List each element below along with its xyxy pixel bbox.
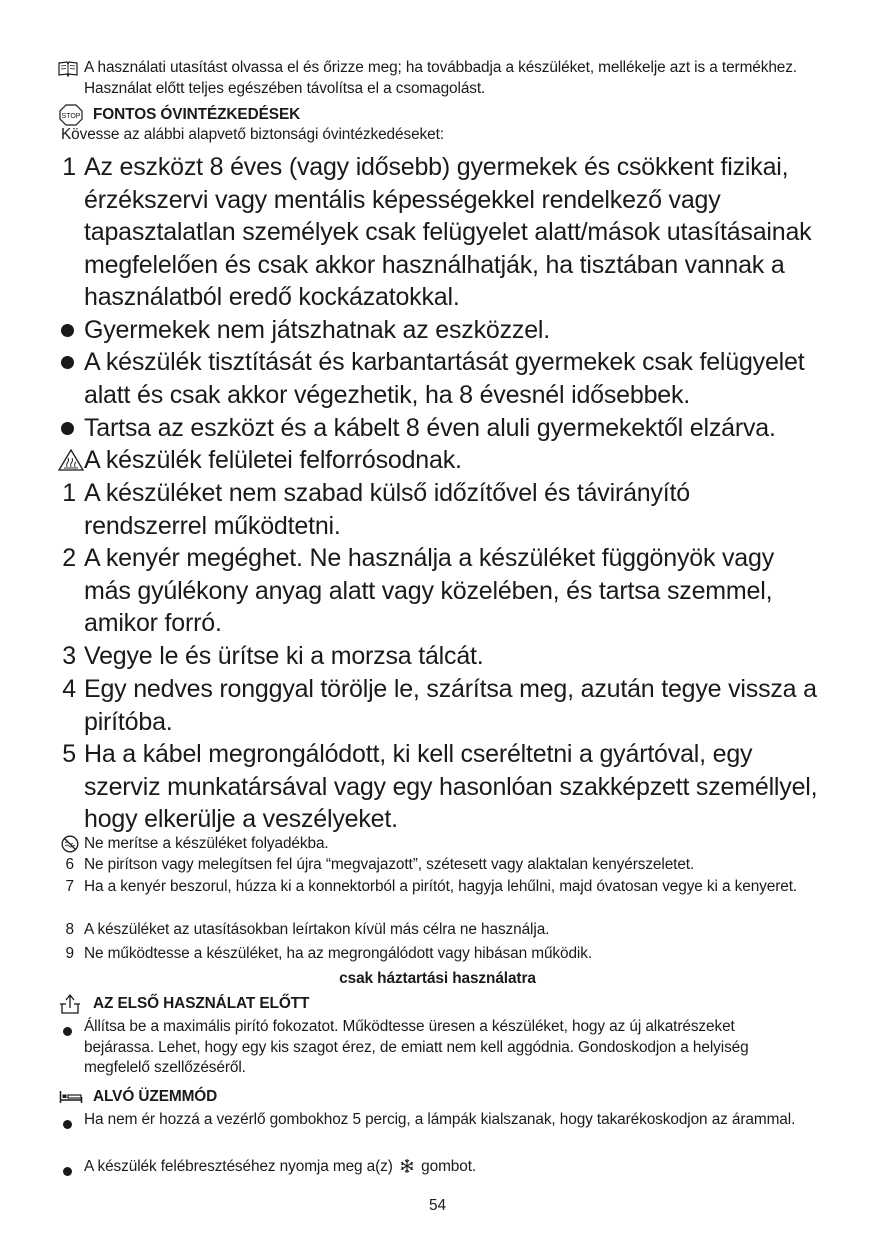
sleep-mode-text: Ha nem ér hozzá a vezérlő gombokhoz 5 percig, a lámpák kialszanak, hogy takarékoskodjon az árammal. xyxy=(84,1111,796,1128)
item-number: 6 xyxy=(65,856,74,873)
snowflake-icon xyxy=(399,1158,415,1174)
bullet-icon xyxy=(61,324,74,342)
hot-surface-warning-icon xyxy=(58,449,84,471)
item-text: Ha a kábel megrongálódott, ki kell cseréltetni a gyártóval, egy szerviz munkatársával vagy egy hasonlóan szakképzett személlyel, hogy elkerülje a veszélyeket. xyxy=(84,740,818,833)
item-text: Egy nedves ronggyal törölje le, szárítsa meg, azután tegye vissza a pirítóba. xyxy=(84,675,817,736)
bullet-icon xyxy=(63,1023,72,1041)
item-number: 1 xyxy=(62,153,76,181)
wake-instruction-after: gombot. xyxy=(421,1158,477,1175)
item-number: 3 xyxy=(62,642,76,670)
item-text: Tartsa az eszközt és a kábelt 8 éven aluli gyermekektől elzárva. xyxy=(84,414,776,442)
read-instructions-text: A használati utasítást olvassa el és őrizze meg; ha továbbadja a készüléket, mellékelje azt is a termékhez. Használat előtt teljes egészében távolítsa el a csomagolást. xyxy=(84,59,798,97)
svg-text:STOP: STOP xyxy=(61,113,81,120)
first-use-heading: AZ ELSŐ HASZNÁLAT ELŐTT xyxy=(93,995,310,1012)
sleep-mode-heading: ALVÓ ÜZEMMÓD xyxy=(93,1088,218,1105)
item-text: A készüléket nem szabad külső időzítővel és távirányító rendszerrel működtetni. xyxy=(84,479,690,540)
safety-heading: FONTOS ÓVINTÉZKEDÉSEK xyxy=(93,106,301,123)
item-number: 2 xyxy=(62,544,76,572)
item-text: A kenyér megéghet. Ne használja a készüléket függönyök vagy más gyúlékony anyag alatt vagy közelében, és tartsa szemmel, amikor forró. xyxy=(84,544,775,637)
bed-icon xyxy=(59,1089,83,1105)
page-number: 54 xyxy=(429,1197,446,1214)
item-text: Gyermekek nem játszhatnak az eszközzel. xyxy=(84,316,551,344)
item-number: 4 xyxy=(62,675,76,703)
item-text: Vegye le és ürítse ki a morzsa tálcát. xyxy=(84,642,484,670)
item-text: Ha a kenyér beszorul, húzza ki a konnektorból a pirítót, hagyja lehűlni, majd óvatosan vegye ki a kenyeret. xyxy=(84,878,798,895)
item-number: 5 xyxy=(62,740,76,768)
item-text: A készülék tisztítását és karbantartását gyermekek csak felügyelet alatt és csak akkor végezhetik, ha 8 évesnél idősebbek. xyxy=(84,348,805,409)
item-text: A készüléket az utasításokban leírtakon kívül más célra ne használja. xyxy=(84,921,550,938)
stop-icon xyxy=(59,104,83,126)
item-text: A készülék felületei felforrósodnak. xyxy=(84,446,462,474)
bullet-icon xyxy=(61,356,74,374)
first-use-text: Állítsa be a maximális pirító fokozatot. Működtesse üresen a készüléket, hogy az új alkatrészeket bejárassa. Lehet, hogy egy kis szagot érez, de emiatt nem kell aggódnia. Gondoskodjon a helyiség megfelelő szellőzéséről. xyxy=(84,1018,749,1076)
item-number: 9 xyxy=(65,945,74,962)
household-use-note: csak háztartási használatra xyxy=(339,970,536,987)
book-icon xyxy=(57,60,81,78)
item-text: Ne merítse a készüléket folyadékba. xyxy=(84,835,329,852)
bullet-icon xyxy=(61,422,74,440)
no-immersion-icon xyxy=(61,835,79,853)
bullet-icon xyxy=(63,1116,72,1134)
item-number: 8 xyxy=(65,921,74,938)
wake-instruction xyxy=(84,1157,824,1178)
bullet-icon xyxy=(63,1163,72,1181)
item-number: 1 xyxy=(62,479,76,507)
item-text: Ne működtesse a készüléket, ha az megrongálódott vagy hibásan működik. xyxy=(84,945,593,962)
item-text: Ne pirítson vagy melegítsen fel újra “megvajazott”, szétesett vagy alaktalan kenyérszeletet. xyxy=(84,856,695,873)
item-text: Az eszközt 8 éves (vagy idősebb) gyermekek és csökkent fizikai, érzékszervi vagy mentális képességekkel rendelkező vagy tapasztalatlan személyek csak felügyelet alatt/mások utasításainak megfelelően és csak akkor használhatják, ha tisztában vannak a használatból eredő kockázatokkal. xyxy=(84,153,812,311)
unpack-box-icon xyxy=(59,993,81,1015)
safety-subtitle: Kövesse az alábbi alapvető biztonsági óvintézkedéseket: xyxy=(61,126,444,143)
item-number: 7 xyxy=(65,878,74,895)
wake-instruction-before: A készülék felébresztéséhez nyomja meg a(z) xyxy=(84,1158,393,1175)
